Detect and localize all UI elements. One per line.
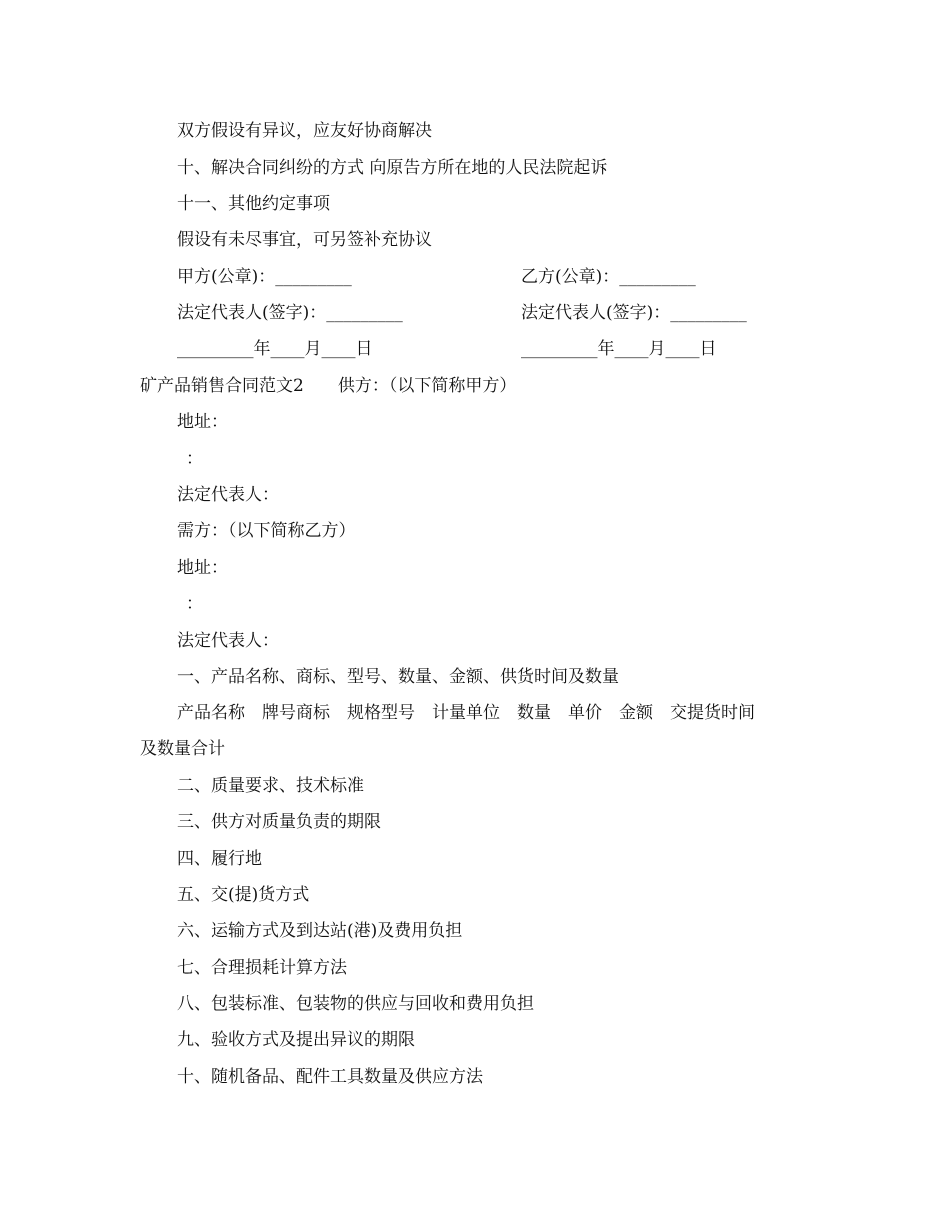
section-6-transport-and-costs: 六、运输方式及到达站(港)及费用负担 [177,921,463,941]
party-a-seal-field: 甲方(公章)：_________ [177,267,352,287]
supplier-legal-representative-label: 法定代表人： [177,485,279,505]
supplier-address-label: 地址： [177,412,228,432]
section-9-inspection-and-objection: 九、验收方式及提出异议的期限 [177,1030,415,1050]
party-b-date-field: _________年____月____日 [521,339,717,359]
section-10-dispute-resolution: 十、解决合同纠纷的方式 向原告方所在地的人民法院起诉 [177,158,608,178]
party-a-date-field: _________年____月____日 [177,339,373,359]
section-3-quality-liability-period: 三、供方对质量负责的期限 [177,812,381,832]
contract-2-title-supplier-line: 矿产品销售合同范文2 供方：（以下简称甲方） [140,376,517,396]
section-10-spare-parts-supply: 十、随机备品、配件工具数量及供应方法 [177,1067,483,1087]
product-table-header-line: 产品名称 牌号商标 规格型号 计量单位 数量 单价 金额 交提货时间 [177,703,755,723]
supplier-blank-colon: ： [186,449,203,469]
product-table-header-continuation: 及数量合计 [140,739,225,759]
dispute-negotiation-line: 双方假设有异议，应友好协商解决 [177,121,432,141]
section-2-quality-standards: 二、质量要求、技术标准 [177,776,364,796]
party-a-representative-signature-field: 法定代表人(签字)：_________ [177,303,403,323]
buyer-blank-colon: ： [186,594,203,614]
section-5-delivery-method: 五、交(提)货方式 [177,885,310,905]
section-8-packaging-standards: 八、包装标准、包装物的供应与回收和费用负担 [177,994,534,1014]
buyer-legal-representative-label: 法定代表人： [177,631,279,651]
section-1-product-info-heading: 一、产品名称、商标、型号、数量、金额、供货时间及数量 [177,667,619,687]
buyer-address-label: 地址： [177,558,228,578]
section-4-place-of-performance: 四、履行地 [177,849,262,869]
party-b-representative-signature-field: 法定代表人(签字)：_________ [521,303,747,323]
supplementary-agreement-line: 假设有未尽事宜，可另签补充协议 [177,230,432,250]
party-b-seal-field: 乙方(公章)：_________ [521,267,696,287]
section-7-loss-calculation: 七、合理损耗计算方法 [177,958,347,978]
buyer-party-line: 需方：（以下简称乙方） [177,521,356,541]
section-11-other-matters: 十一、其他约定事项 [177,194,330,214]
